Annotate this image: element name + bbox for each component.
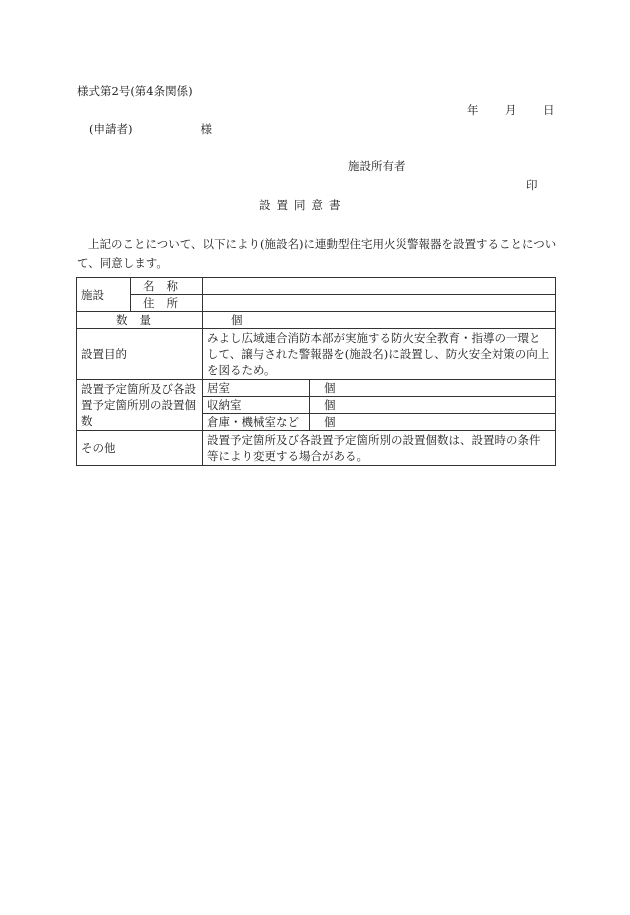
applicant-honorific: 様 [200, 122, 212, 136]
location-place: 居室 [203, 380, 310, 397]
applicant-line [89, 124, 212, 136]
other-label: その他 [77, 431, 203, 466]
location-place: 収納室 [203, 397, 310, 414]
consent-table [76, 277, 556, 466]
purpose-label: 設置目的 [77, 329, 203, 380]
location-place: 倉庫・機械室など [203, 414, 310, 431]
table-row [77, 329, 556, 380]
facility-label: 施設 [77, 278, 131, 312]
purpose-text: みよし広域連合消防本部が実施する防火安全教育・指導の一環として、譲与された警報器を(施設名)に設置し、防火安全対策の向上を図るため。 [203, 329, 556, 380]
location-unit: 個 [310, 380, 556, 397]
table-row [77, 295, 556, 312]
table-row [77, 278, 556, 295]
quantity-label: 数量 [77, 312, 203, 329]
document-title: 設置同意書 [259, 198, 347, 212]
table-row [77, 431, 556, 466]
date-line [467, 105, 555, 117]
address-value [203, 295, 556, 312]
name-value [203, 278, 556, 295]
location-unit: 個 [310, 414, 556, 431]
date-year: 年 [467, 103, 479, 117]
table-row [77, 312, 556, 329]
locations-label: 設置予定箇所及び各設置予定箇所別の設置個数 [77, 380, 203, 431]
form-number: 様式第2号(第4条関係) [77, 84, 193, 98]
table-row [77, 380, 556, 397]
owner-label: 施設所有者 [348, 159, 406, 173]
body-paragraph: 上記のことについて、以下により(施設名)に連動型住宅用火災警報器を設置することについて、同意します。 [77, 237, 557, 270]
date-month: 月 [505, 103, 517, 117]
other-text: 設置予定箇所及び各設置予定箇所別の設置個数は、設置時の条件等により変更する場合がある。 [203, 431, 556, 466]
location-unit: 個 [310, 397, 556, 414]
quantity-unit: 個 [203, 312, 556, 329]
date-day: 日 [543, 103, 555, 117]
name-label: 名称 [131, 278, 203, 295]
seal-mark: 印 [526, 178, 538, 192]
address-label: 住所 [131, 295, 203, 312]
applicant-label: (申請者) [89, 122, 133, 136]
